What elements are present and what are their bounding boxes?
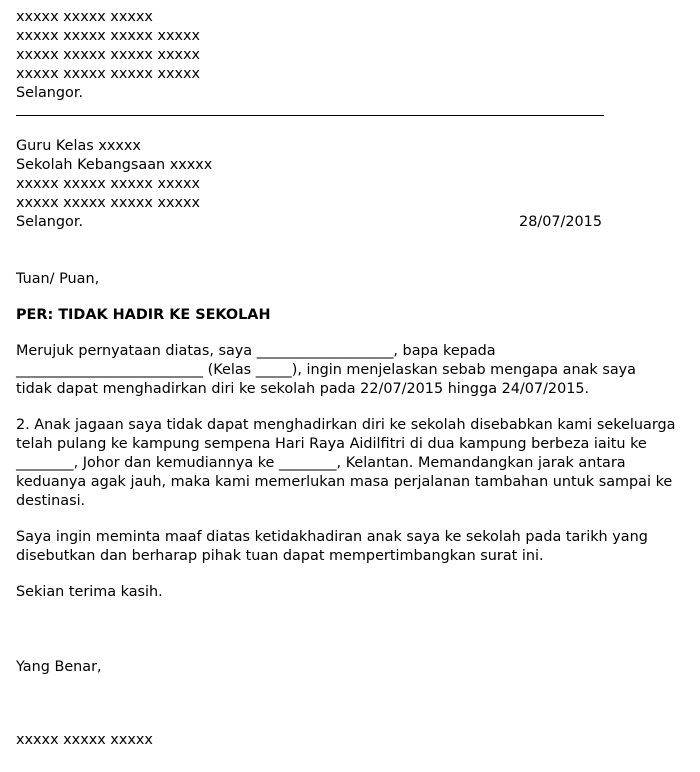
sender-address bbox=[16, 8, 616, 103]
paragraph-line: ________, Johor dan kemudiannya ke ________, Kelantan. Memandangkan jarak antara bbox=[16, 455, 626, 471]
sender-address-line: xxxxx xxxxx xxxxx bbox=[16, 9, 153, 25]
recipient-state-date-row bbox=[16, 213, 602, 232]
recipient-address-line: Guru Kelas xxxxx bbox=[16, 138, 141, 154]
subject-line: PER: TIDAK HADIR KE SEKOLAH bbox=[16, 307, 271, 323]
salutation: Tuan/ Puan, bbox=[16, 271, 100, 287]
recipient-address-line: Sekolah Kebangsaan xxxxx bbox=[16, 157, 213, 173]
body-paragraph-1 bbox=[16, 342, 636, 399]
paragraph-line: tidak dapat menghadirkan diri ke sekolah pada 22/07/2015 hingga 24/07/2015. bbox=[16, 381, 590, 397]
body-paragraph-3 bbox=[16, 528, 648, 566]
paragraph-line: disebutkan dan berharap pihak tuan dapat mempertimbangkan surat ini. bbox=[16, 548, 544, 564]
paragraph-line: destinasi. bbox=[16, 493, 86, 509]
signature-name: xxxxx xxxxx xxxxx bbox=[16, 732, 153, 748]
paragraph-line: Saya ingin meminta maaf diatas ketidakhadiran anak saya ke sekolah pada tarikh yang bbox=[16, 529, 648, 545]
sender-address-line: xxxxx xxxxx xxxxx xxxxx bbox=[16, 66, 201, 82]
recipient-address-line: xxxxx xxxxx xxxxx xxxxx bbox=[16, 176, 201, 192]
paragraph-line: telah pulang ke kampung sempena Hari Raya Aidilfitri di dua kampung berbeza iaitu ke bbox=[16, 436, 647, 452]
closing-line: Sekian terima kasih. bbox=[16, 584, 163, 600]
recipient-state: Selangor. bbox=[16, 214, 84, 230]
recipient-address bbox=[16, 137, 616, 232]
paragraph-line: keduanya agak jauh, maka kami memerlukan masa perjalanan tambahan untuk sampai ke bbox=[16, 474, 673, 490]
letter bbox=[16, 8, 676, 750]
sender-address-line: xxxxx xxxxx xxxxx xxxxx bbox=[16, 28, 201, 44]
body-paragraph-2 bbox=[16, 416, 676, 511]
header-divider bbox=[16, 115, 604, 116]
sender-address-line: Selangor. bbox=[16, 85, 84, 101]
paragraph-line: __________________________ (Kelas _____), ingin menjelaskan sebab mengapa anak saya bbox=[16, 362, 636, 378]
paragraph-line: 2. Anak jagaan saya tidak dapat menghadirkan diri ke sekolah disebabkan kami sekeluarga bbox=[16, 417, 676, 433]
sender-address-line: xxxxx xxxxx xxxxx xxxxx bbox=[16, 47, 201, 63]
paragraph-line: Merujuk pernyataan diatas, saya ___________________, bapa kepada bbox=[16, 343, 496, 359]
recipient-address-line: xxxxx xxxxx xxxxx xxxxx bbox=[16, 195, 201, 211]
letter-date: 28/07/2015 bbox=[519, 214, 602, 230]
sign-off: Yang Benar, bbox=[16, 659, 102, 675]
